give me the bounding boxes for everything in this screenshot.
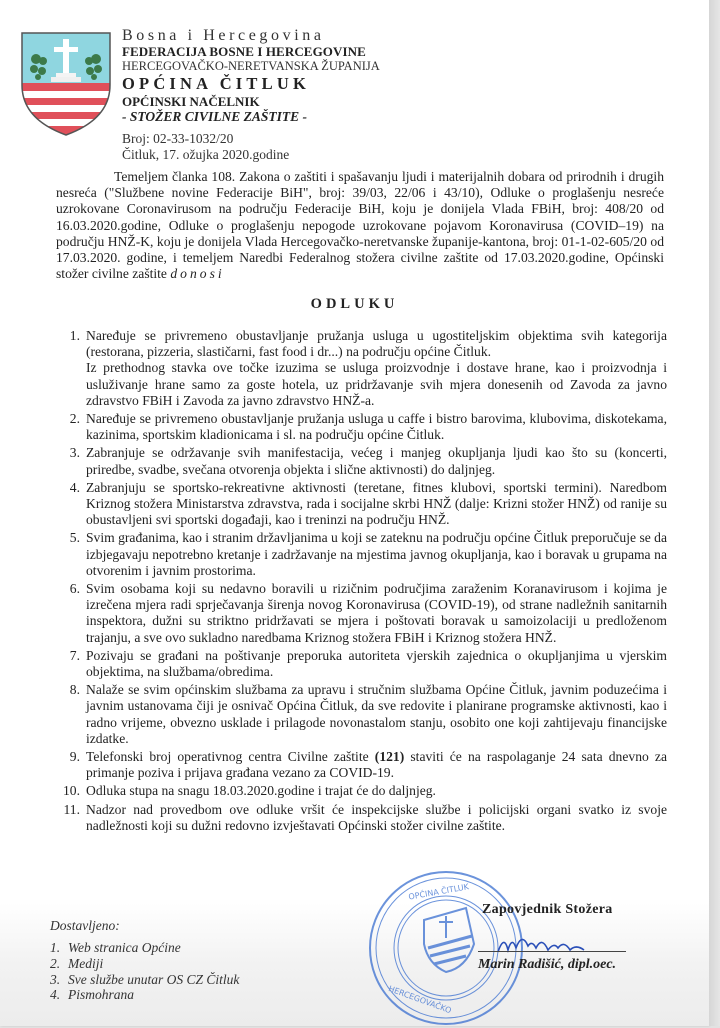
place-date: Čitluk, 17. ožujka 2020.godine	[122, 147, 290, 162]
distribution-list	[50, 918, 239, 1003]
distribution-item: 4. Pismohrana	[50, 987, 135, 1003]
decision-item: 1. Naređuje se privremeno obustavljanje pružanja usluga u ugostiteljskim objektima svih kategorija (restorana, pizzeria, slastičarni, fast food i dr...) na području općine Čitluk. Iz prethodnog stavka ove točke izuzima se usluga proizvodnje i dostave hrane, kao i proizvodnja i usluživanje hrane samo za goste hotela, uz pridržavanje svih mjera donesenih od Zavoda za javno zdravstvo FBiH i Zavoda za javno zdravstvo HNŽ-a.	[69, 328, 667, 408]
decision-item: 3. Zabranjuje se održavanje svih manifestacija, većeg i manjeg okupljanja ljudi kao što su (koncerti, priredbe, svadbe, svečana otvorenja objekta i slične aktivnosti) do daljnjeg.	[69, 445, 667, 477]
federation-name: FEDERACIJA BOSNE I HERCEGOVINE	[122, 44, 366, 59]
distribution-item: 2. Mediji	[50, 955, 104, 971]
distribution-item: 3. Sve službe unutar OS CZ Čitluk	[50, 971, 240, 987]
decision-item: 8. Nalaže se svim općinskim službama za upravu i stručnim službama Općine Čitluk, javnim poduzećima i javnim ustanovama čiji je osnivač Općina Čitluk, da sve redovite i planirane programske aktivnosti, kao i radno vrijeme, obvezno usklade i prilagode novonastalom stanju, osobito one koji zahtijevaju financijske izdatke.	[69, 682, 667, 746]
emergency-number: (121)	[374, 749, 405, 765]
preamble-verb: donosi	[170, 266, 225, 282]
decision-item: 2. Naređuje se privremeno obustavljanje pružanja usluga u caffe i bistro barovima, klubovima, diskotekama, kazinima, sportskim kladionicama i sl. na području općine Čitluk.	[69, 411, 667, 443]
decision-item: 5. Svim građanima, kao i stranim državljanima u koji se zateknu na području općine Čitluk preporučuje se da izbjegavaju nepotrebno kretanje i zadržavanje na mjestima javnog okupljanja, kao i boravak u grupama na otvorenim i javnim prostorima.	[69, 530, 667, 578]
signer-role: Zapovjednik Stožera	[482, 902, 613, 917]
distribution-heading: Dostavljeno:	[50, 918, 120, 933]
canton-name: HERCEGOVAČKO-NERETVANSKA ŽUPANIJA	[122, 59, 380, 73]
signature-icon	[496, 930, 586, 960]
decision-item: 6. Svim osobama koji su nedavno boravili u rizičnim područjima zaraženim Koranavirusom i kojima je izrečena mjera radi sprječavanja širenja novog Koronavirusa (COVID-19), od strane nadležnih sanitarnih inspektora, dužni su striktno pridržavati se mjera i poštovati boravak u samoizolaciji u predloženom trajanju, a sve ovo sukladno naredbama Kriznog stožera FBiH i Kriznog stožera HNŽ.	[69, 581, 667, 645]
distribution-item: 1. Web stranica Općine	[50, 940, 181, 955]
signer-name: Marin Radišić, dipl.oec.	[478, 957, 617, 972]
decision-items	[56, 328, 667, 836]
preamble	[56, 169, 664, 282]
decision-item: 11. Nadzor nad provedbom ove odluke vršit će inspekcijske službe i policijski organi svatko iz svoje nadležnosti koji su dužni redovno izvještavati Općinski stožer civilne zaštite.	[63, 801, 667, 833]
body-name: - STOŽER CIVILNE ZAŠTITE -	[122, 109, 308, 124]
office-name: OPĆINSKI NAČELNIK	[122, 94, 260, 109]
decision-item: 4. Zabranjuju se sportsko-rekreativne aktivnosti (teretane, fitnes klubovi, sportski termini). Naredbom Kriznog stožera Ministarstva zdravstva, rada i socijalne skrbi HNŽ (dalje: Krizni stožer HNŽ) od ranije su obustavljeni svi sportski događaji, kao i treninzi na području HNŽ.	[69, 479, 667, 528]
preamble-text: Temeljem članka 108. Zakona o zaštiti i spašavanju ljudi i materijalnih dobara od prirodnih i drugih nesreća ("Službene novine Federacije BiH", broj: 39/03, 22/06 i 43/10), Odluke o proglašenju nesreće uzrokovane Coronavirusom na području Federacije BiH, koju je donijela Vlada FBiH, broj: 408/20 od 16.03.2020.godine, Odluke o proglašenju nepogode uzrokovane pojavom Koronavirusa (COVID–19) na području HNŽ-K, koju je donijela Vlada Hercegovačko-neretvanske županije-kantona, broj: 01-1-02-605/20 od 17.03.2020. godine, i temeljem Naredbi Federalnog stožera civilne zaštite od 17.03.2020.godine, Općinski stožer civilne zaštite	[56, 169, 664, 282]
letterhead	[122, 28, 380, 164]
coat-of-arms-icon	[18, 29, 114, 137]
page-edge	[709, 0, 720, 1026]
municipality-name: OPĆINA ČITLUK	[122, 74, 310, 93]
signature-line	[478, 951, 626, 952]
reference-number: Broj: 02-33-1032/20	[122, 131, 234, 146]
decision-item: 7. Pozivaju se građani na poštivanje preporuka autoriteta vjerskih zajednica o okupljanjima u vjerskim objektima, na službama/obredima.	[69, 647, 667, 680]
country-name: Bosna i Hercegovina	[122, 27, 325, 44]
svg-text:HERCEGOVAČKO: HERCEGOVAČKO	[387, 984, 453, 1016]
decision-item: 9. Telefonski broj operativnog centra Civilne zaštite (121) staviti će na raspolaganje 24 sata dnevno za primanje poziva i prijava građana vezano za COVID-19.	[69, 749, 667, 781]
decision-item-exception: Iz prethodnog stavka ove točke izuzima se usluga proizvodnje i dostave hrane, kao i proizvodnja i usluživanje hrane samo za goste hotela, uz pridržavanje svih mjera donesenih od Zavoda za javno zdravstvo FBiH i Zavoda za javno zdravstvo HNŽ-a.	[86, 360, 667, 408]
svg-text:OPĆINA ČITLUK: OPĆINA ČITLUK	[407, 882, 470, 902]
decision-item: 10. Odluka stupa na snagu 18.03.2020.godine i trajat će do daljnjeg.	[63, 783, 436, 799]
document-title: ODLUKU	[310, 296, 399, 312]
